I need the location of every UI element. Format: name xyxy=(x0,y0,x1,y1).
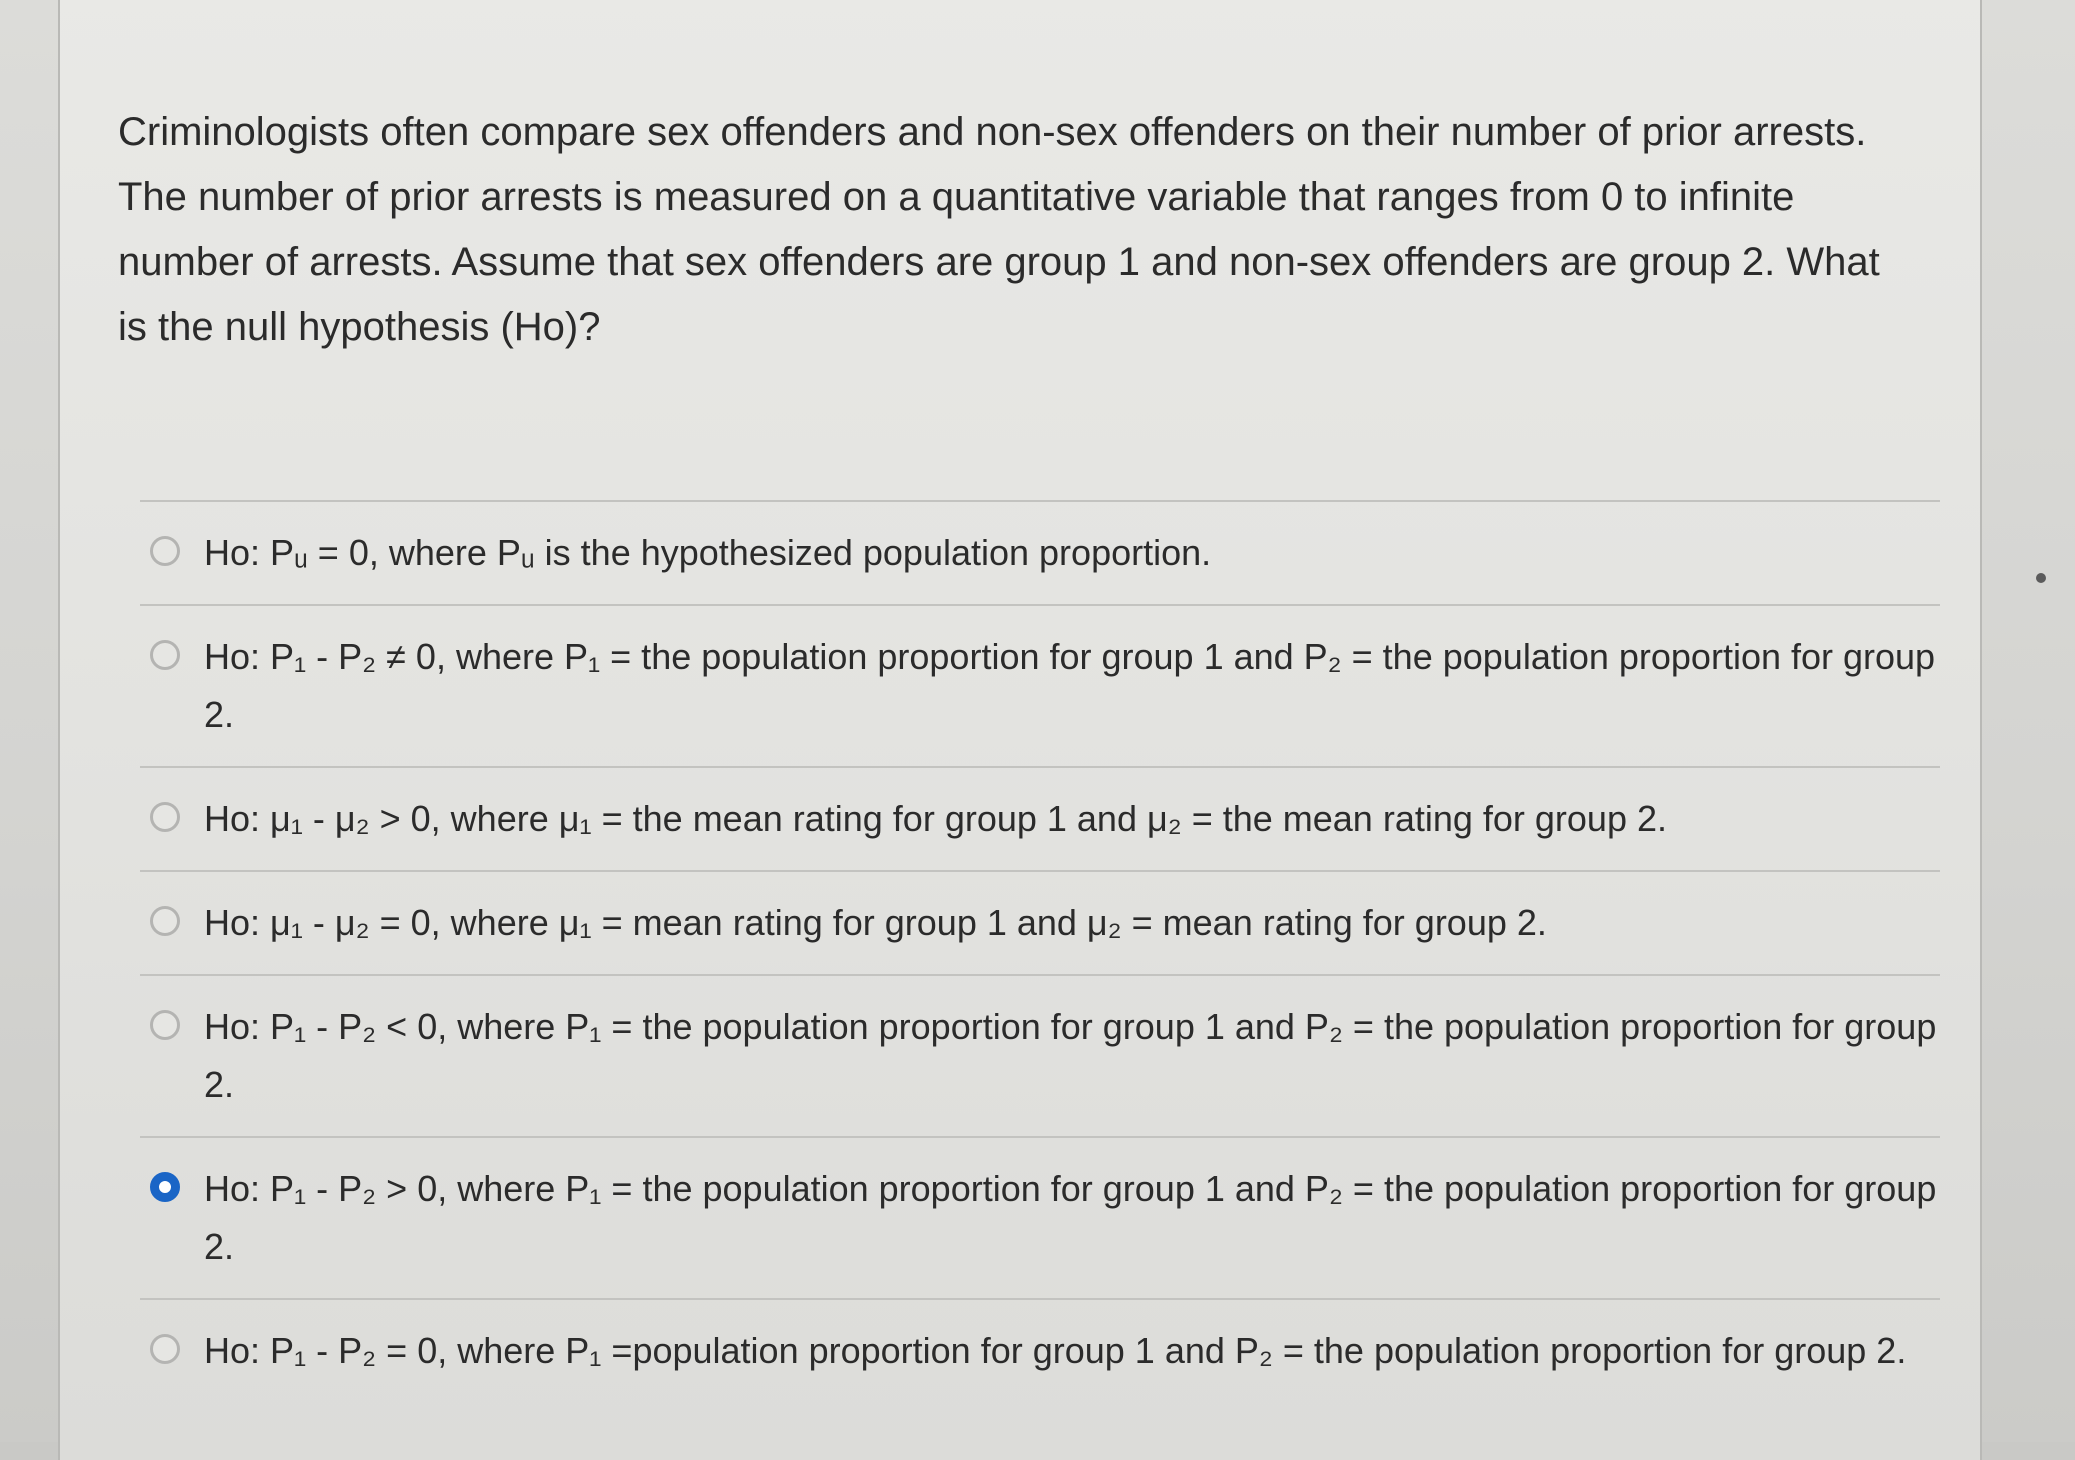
answer-option-5[interactable] xyxy=(140,976,1940,1136)
answer-option-4[interactable] xyxy=(140,872,1940,974)
screen-dot xyxy=(2036,573,2046,583)
answer-option-label: Ho: P₁ - P₂ = 0, where P₁ =population proportion for group 1 and P₂ = the population proportion for group 2. xyxy=(204,1330,1907,1371)
question-text: Criminologists often compare sex offenders and non-sex offenders on their number of prior arrests. The number of prior arrests is measured on a quantitative variable that ranges from 0 to infinite number of arrests. Assume that sex offenders are group 1 and non-sex offenders are group 2. What is the null hypothesis (Ho)? xyxy=(118,110,1880,349)
answer-option-3[interactable] xyxy=(140,768,1940,870)
answer-option-label: Ho: P₁ - P₂ < 0, where P₁ = the population proportion for group 1 and P₂ = the population proportion for group 2. xyxy=(204,1006,1937,1105)
radio-button-7[interactable] xyxy=(150,1334,180,1364)
answer-option-2[interactable] xyxy=(140,606,1940,766)
radio-button-5[interactable] xyxy=(150,1010,180,1040)
answer-option-label: Ho: μ₁ - μ₂ = 0, where μ₁ = mean rating for group 1 and μ₂ = mean rating for group 2. xyxy=(204,902,1547,943)
answer-option-1[interactable] xyxy=(140,502,1940,604)
radio-button-3[interactable] xyxy=(150,802,180,832)
answer-options xyxy=(140,500,1940,1402)
answer-option-6[interactable] xyxy=(140,1138,1940,1298)
radio-button-1[interactable] xyxy=(150,536,180,566)
answer-option-7[interactable] xyxy=(140,1300,1940,1402)
radio-button-4[interactable] xyxy=(150,906,180,936)
answer-option-label: Ho: μ₁ - μ₂ > 0, where μ₁ = the mean rating for group 1 and μ₂ = the mean rating for group 2. xyxy=(204,798,1667,839)
radio-button-6-selected[interactable] xyxy=(150,1172,180,1202)
answer-option-label: Ho: P₁ - P₂ > 0, where P₁ = the population proportion for group 1 and P₂ = the population proportion for group 2. xyxy=(204,1168,1937,1267)
answer-option-label: Ho: Pᵤ = 0, where Pᵤ is the hypothesized population proportion. xyxy=(204,532,1212,573)
radio-button-2[interactable] xyxy=(150,640,180,670)
answer-option-label: Ho: P₁ - P₂ ≠ 0, where P₁ = the population proportion for group 1 and P₂ = the population proportion for group 2. xyxy=(204,636,1936,735)
